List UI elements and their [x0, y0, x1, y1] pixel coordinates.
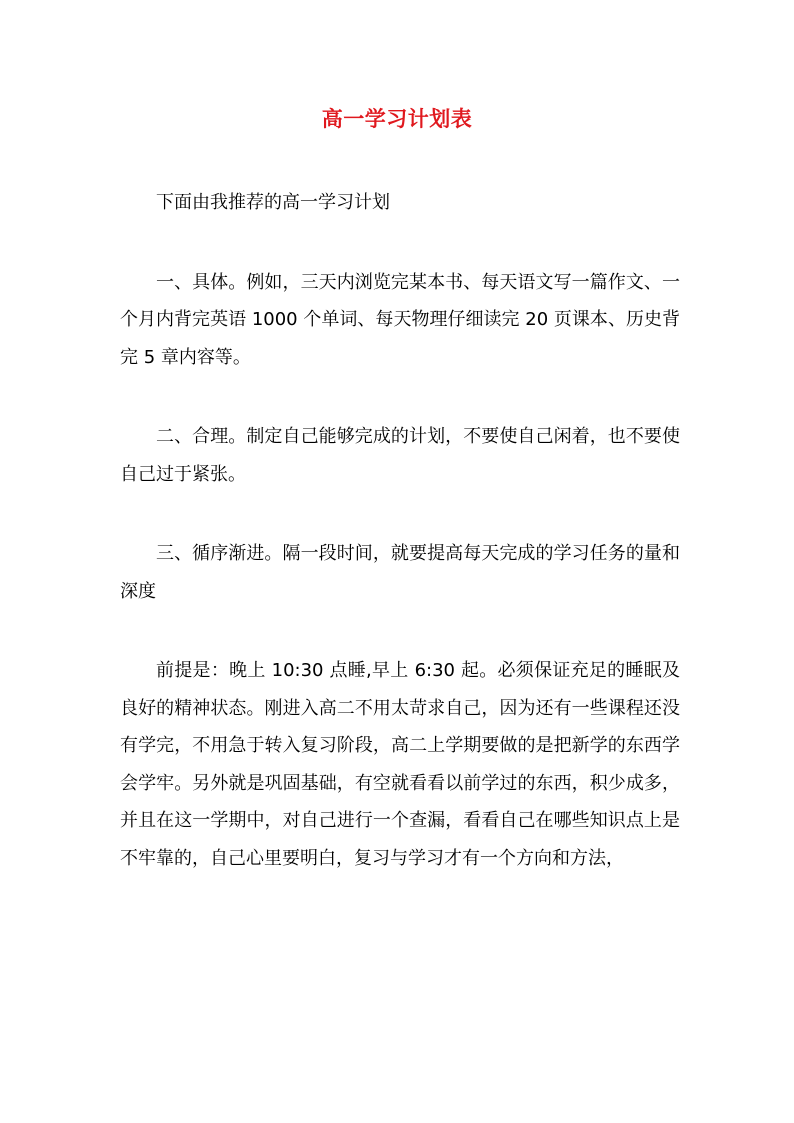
document-title: 高一学习计划表 [321, 107, 473, 131]
paragraph-gradual: 三、循序渐进。隔一段时间，就要提高每天完成的学习任务的量和深度 [120, 543, 680, 602]
paragraph-premise: 前提是：晚上 10:30 点睡,早上 6:30 起。必须保证充足的睡眠及良好的精神状态。刚进入高二不用太苛求自己，因为还有一些课程还没有学完，不用急于转入复习阶段，高二上学期要做的是把新学的东西学会学牢。另外就是巩固基础，有空就看看以前学过的东西，积少成多，并且在这一学期中，对自己进行一个查漏，看看自己在哪些知识点上是不牢靠的，自己心里要明白，复习与学习才有一个方向和方法， [120, 660, 680, 869]
document-body [120, 184, 680, 877]
intro-paragraph: 下面由我推荐的高一学习计划 [156, 192, 390, 213]
paragraph-specific: 一、具体。例如，三天内浏览完某本书、每天语文写一篇作文、一个月内背完英语 1000 个单词、每天物理仔细读完 20 页课本、历史背完 5 章内容等。 [120, 271, 680, 368]
paragraph-reasonable: 二、合理。制定自己能够完成的计划，不要使自己闲着，也不要使自己过于紧张。 [120, 426, 680, 485]
